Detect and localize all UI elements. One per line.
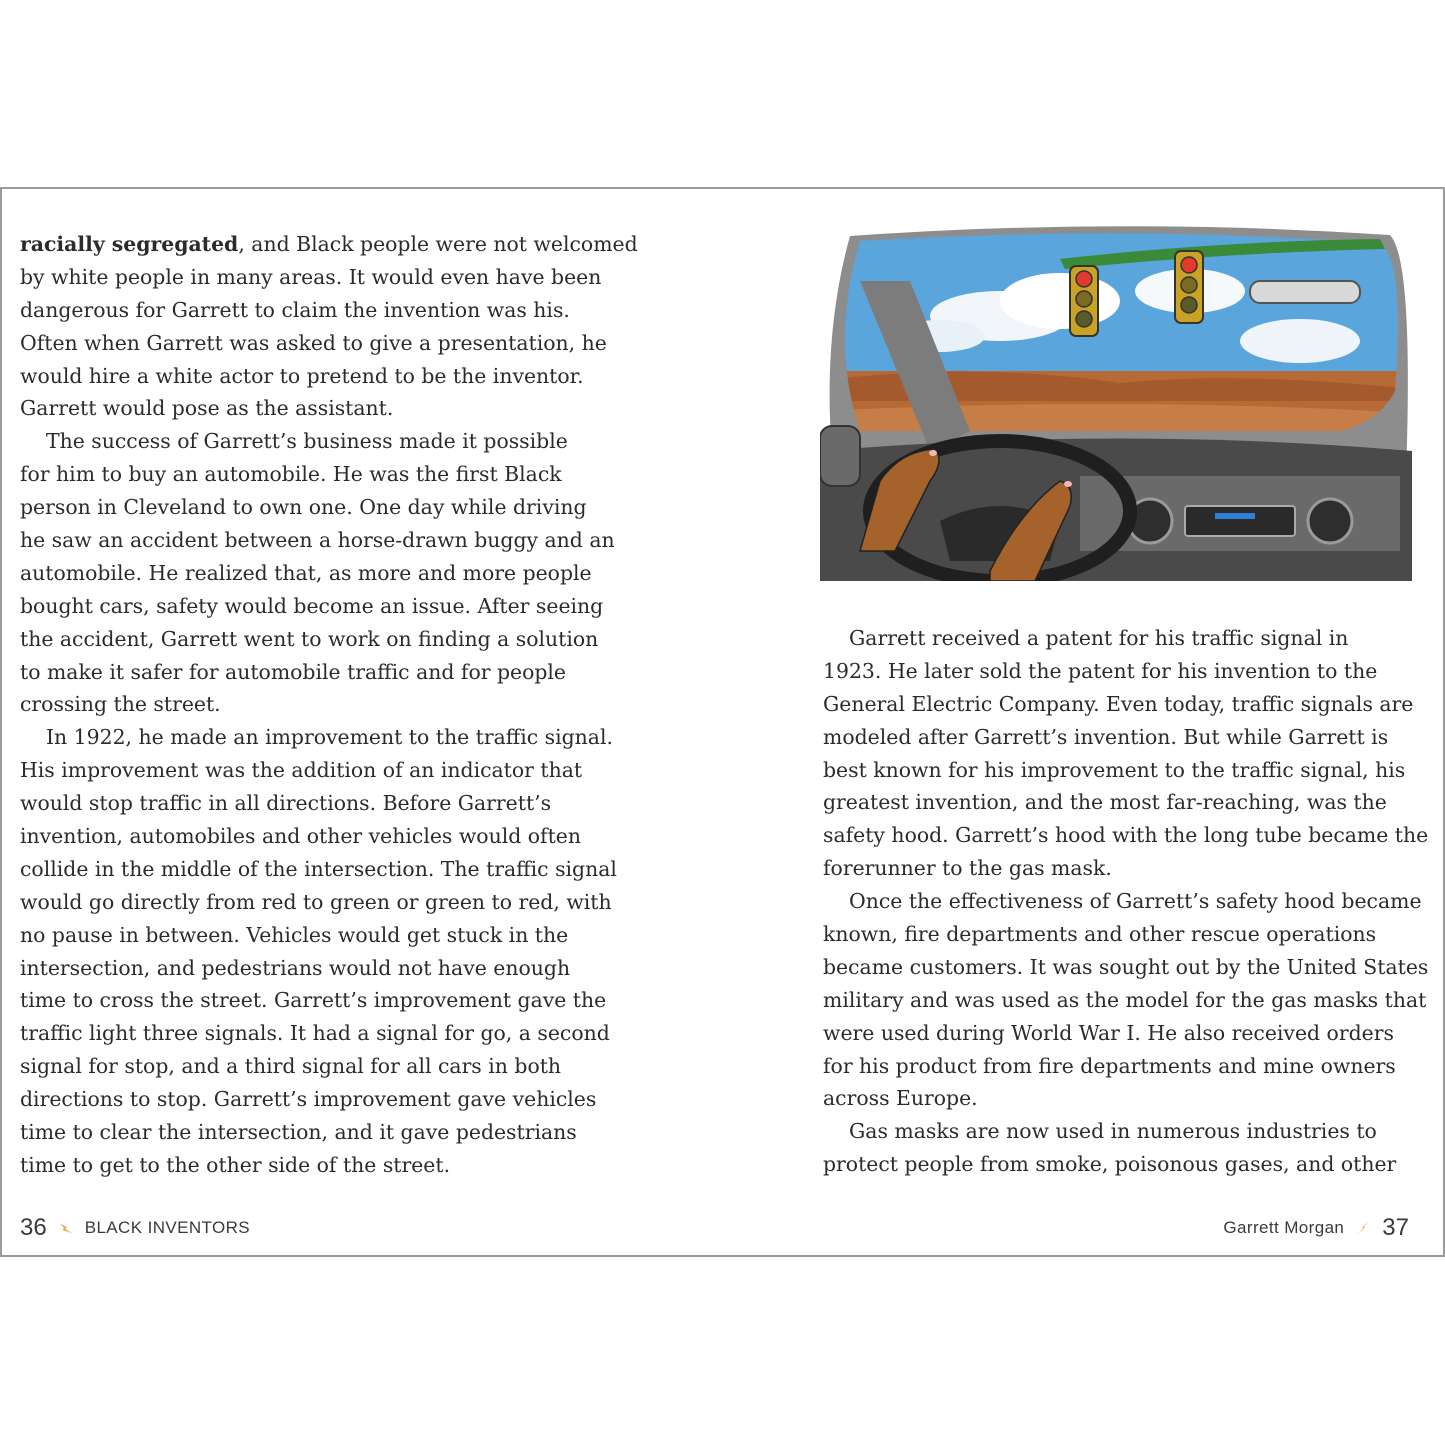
line-text: , and Black people were not welcomed — [238, 232, 638, 256]
text-line: the accident, Garrett went to work on finding a solution — [20, 626, 599, 651]
text-line: across Europe. — [823, 1086, 978, 1111]
text-line: directions to stop. Garrett’s improvement gave vehicles — [20, 1087, 597, 1112]
text-line: time to clear the intersection, and it gave pedestrians — [20, 1120, 577, 1145]
text-line: protect people from smoke, poisonous gases, and other — [823, 1152, 1397, 1177]
left-page — [2, 189, 722, 1255]
text-line: signal for stop, and a third signal for all cars in both — [20, 1054, 562, 1079]
text-line: for him to buy an automobile. He was the first Black — [20, 462, 562, 487]
text-line: were used during World War I. He also received orders — [823, 1020, 1394, 1045]
text-line: In 1922, he made an improvement to the traffic signal. — [46, 725, 613, 750]
lightning-bolt-icon — [57, 1219, 75, 1237]
text-line: invention, automobiles and other vehicles would often — [20, 824, 581, 849]
text-line: forerunner to the gas mask. — [823, 856, 1112, 881]
text-line: Garrett would pose as the assistant. — [20, 396, 394, 421]
text-line: would go directly from red to green or green to red, with — [20, 889, 612, 914]
text-line: would hire a white actor to pretend to be the inventor. — [20, 363, 584, 388]
text-line: time to cross the street. Garrett’s improvement gave the — [20, 988, 607, 1013]
right-page-body-text — [823, 622, 1433, 1181]
text-line: for his product from fire departments and mine owners — [823, 1053, 1396, 1078]
text-line: Garrett received a patent for his traffic signal in — [849, 626, 1349, 650]
text-line: General Electric Company. Even today, traffic signals are — [823, 691, 1414, 716]
text-line: military and was used as the model for the gas masks that — [823, 987, 1427, 1012]
bold-term: racially segregated — [20, 232, 239, 256]
text-line: traffic light three signals. It had a signal for go, a second — [20, 1021, 610, 1046]
text-line: he saw an accident between a horse-drawn buggy and an — [20, 528, 615, 553]
left-page-footer — [20, 1213, 250, 1243]
driving-traffic-light-illustration — [820, 221, 1412, 581]
text-line: His improvement was the addition of an indicator that — [20, 758, 583, 783]
running-head: Garrett Morgan — [1223, 1218, 1345, 1237]
text-line: person in Cleveland to own one. One day while driving — [20, 495, 587, 520]
text-line: crossing the street. — [20, 692, 221, 717]
text-line: automobile. He realized that, as more and more people — [20, 560, 592, 585]
right-page — [722, 189, 1443, 1255]
text-line: greatest invention, and the most far-reaching, was the — [823, 790, 1387, 815]
text-line: The success of Garrett’s business made it possible — [46, 429, 568, 454]
page-number: 37 — [1382, 1214, 1409, 1241]
text-line: modeled after Garrett’s invention. But while Garrett is — [823, 724, 1389, 749]
running-head: BLACK INVENTORS — [84, 1218, 251, 1237]
text-line: to make it safer for automobile traffic and for people — [20, 659, 566, 684]
text-line — [20, 228, 638, 261]
lightning-bolt-icon — [1354, 1219, 1372, 1237]
text-line: dangerous for Garrett to claim the invention was his. — [20, 297, 570, 322]
text-line: Often when Garrett was asked to give a presentation, he — [20, 330, 607, 355]
text-line: safety hood. Garrett’s hood with the long tube became the — [823, 823, 1429, 848]
text-line: would stop traffic in all directions. Before Garrett’s — [20, 791, 552, 816]
text-line: collide in the middle of the intersection. The traffic signal — [20, 856, 617, 881]
text-line: bought cars, safety would become an issue. After seeing — [20, 593, 604, 618]
text-line: best known for his improvement to the traffic signal, his — [823, 757, 1406, 782]
left-page-body-text — [20, 228, 638, 1182]
text-line: no pause in between. Vehicles would get stuck in the — [20, 922, 569, 947]
page-number: 36 — [20, 1214, 47, 1241]
book-spread — [0, 187, 1445, 1257]
text-line: became customers. It was sought out by the United States — [823, 954, 1429, 979]
text-line: 1923. He later sold the patent for his invention to the — [823, 658, 1378, 683]
text-line: by white people in many areas. It would even have been — [20, 264, 602, 289]
text-line: Gas masks are now used in numerous industries to — [849, 1119, 1377, 1144]
text-line: time to get to the other side of the street. — [20, 1152, 451, 1177]
text-line: intersection, and pedestrians would not have enough — [20, 955, 571, 980]
right-page-footer — [1223, 1213, 1409, 1243]
text-line: known, fire departments and other rescue operations — [823, 922, 1377, 947]
text-line: Once the effectiveness of Garrett’s safety hood became — [849, 889, 1422, 914]
